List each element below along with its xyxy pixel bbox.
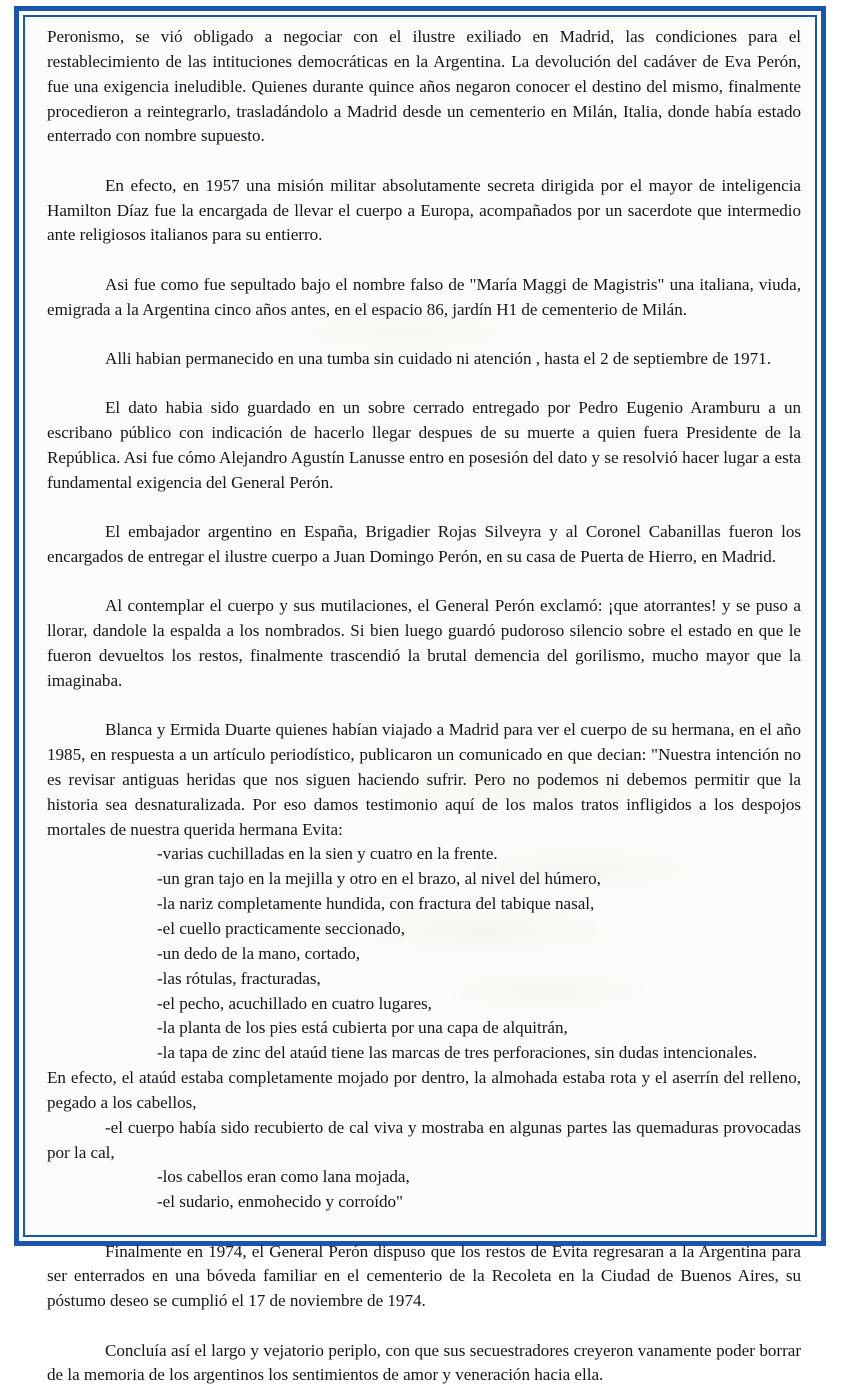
- document-body-text: [47, 25, 801, 1388]
- injury-list-second: [47, 1165, 801, 1215]
- list-item: -los cabellos eran como lana mojada,: [157, 1167, 410, 1187]
- paragraph: Alli habian permanecido en una tumba sin cuidado ni atención , hasta el 2 de septiembre de 1971.: [105, 348, 771, 368]
- paragraph: Al contemplar el cuerpo y sus mutilaciones, el General Perón exclamó: ¡que atorrantes! y se puso a llorar, dandole la espalda a los nombrados. Si bien luego guardó pudoroso silencio sobre el estado en que le fueron devueltos los restos, finalmente trascendió la brutal demencia del gorilismo, mucho mayor que la imaginaba.: [47, 596, 801, 690]
- list-item: -el cuello practicamente seccionado,: [157, 918, 405, 938]
- list-item: -la planta de los pies está cubierta por una capa de alquitrán,: [157, 1018, 568, 1038]
- injury-list-first: [47, 842, 801, 1066]
- paragraph: Asi fue como fue sepultado bajo el nombre falso de "María Maggi de Magistris" una italiana, viuda, emigrada a la Argentina cinco años antes, en el espacio 86, jardín H1 de cementerio de Milán.: [47, 274, 801, 319]
- paragraph: En efecto, en 1957 una misión militar absolutamente secreta dirigida por el mayor de inteligencia Hamilton Díaz fue la encargada de llevar el cuerpo a Europa, acompañados por un sacerdote que intermedio ante religiosos italianos para su entierro.: [47, 175, 801, 245]
- paragraph: En efecto, el ataúd estaba completamente mojado por dentro, la almohada estaba rota y el aserrín del relleno, pegado a los cabellos,: [47, 1068, 801, 1112]
- list-item: -las rótulas, fracturadas,: [157, 968, 321, 988]
- list-item: -la nariz completamente hundida, con fractura del tabique nasal,: [157, 894, 595, 914]
- list-item: -varias cuchilladas en la sien y cuatro en la frente.: [157, 844, 498, 864]
- page-border-inner: [23, 15, 817, 1385]
- list-item: -la tapa de zinc del ataúd tiene las marcas de tres perforaciones, sin dudas intencionales.: [157, 1043, 758, 1063]
- paragraph: Peronismo, se vió obligado a negociar con el ilustre exiliado en Madrid, las condiciones para el restablecimiento de las intituciones democráticas en la Argentina. La devolución del cadáver de Eva Perón, fue una exigencia ineludible. Quienes durante quince años negaron conocer el destino del mismo, finalmente procedieron a reintegrarlo, trasladándolo a Madrid desde un cementerio en Milán, Italia, donde había estado enterrado con nombre supuesto.: [47, 27, 801, 146]
- paragraph: Concluía así el largo y vejatorio periplo, con que sus secuestradores creyeron vanamente poder borrar de la memoria de los argentinos los sentimientos de amor y veneración hacia ella.: [47, 1340, 801, 1385]
- list-item: -un dedo de la mano, cortado,: [157, 943, 361, 963]
- paragraph: El dato habia sido guardado en un sobre cerrado entregado por Pedro Eugenio Aramburu a un escribano público con indicación de hacerlo llegar despues de su muerte a quien fuera Presidente de la República. Asi fue cómo Alejandro Agustín Lanusse entro en posesión del dato y se resolvió hacer lugar a esta fundamental exigencia del General Perón.: [47, 398, 801, 492]
- list-item: -el sudario, enmohecido y corroído": [157, 1192, 403, 1212]
- paragraph: Finalmente en 1974, el General Perón dispuso que los restos de Evita regresaran a la Argentina para ser enterrados en una bóveda familiar en el cementerio de la Recoleta en la Ciudad de Buenos Aires, su póstumo deseo se cumplió el 17 de noviembre de 1974.: [47, 1241, 801, 1311]
- paragraph: -el cuerpo había sido recubierto de cal viva y mostraba en algunas partes las quemaduras provocadas por la cal,: [47, 1117, 801, 1162]
- list-item: -un gran tajo en la mejilla y otro en el brazo, al nivel del húmero,: [157, 869, 601, 889]
- list-item: -el pecho, acuchillado en cuatro lugares,: [157, 993, 432, 1013]
- paragraph: Blanca y Ermida Duarte quienes habían viajado a Madrid para ver el cuerpo de su hermana, en el año 1985, en respuesta a un artículo periodístico, publicaron un comunicado en que decian: "Nuestra intención no es revisar antiguas heridas que nos siguen haciendo sufrir. Pero no podemos ni debemos permitir que la historia sea desnaturalizada. Por eso damos testimonio aquí de los malos tratos infligidos a los despojos mortales de nuestra querida hermana Evita:: [47, 720, 801, 839]
- page-border-outer: [14, 6, 826, 1385]
- paper-surface: [25, 17, 815, 1385]
- paragraph: El embajador argentino en España, Brigadier Rojas Silveyra y al Coronel Cabanillas fueron los encargados de entregar el ilustre cuerpo a Juan Domingo Perón, en su casa de Puerta de Hierro, en Madrid.: [47, 522, 801, 566]
